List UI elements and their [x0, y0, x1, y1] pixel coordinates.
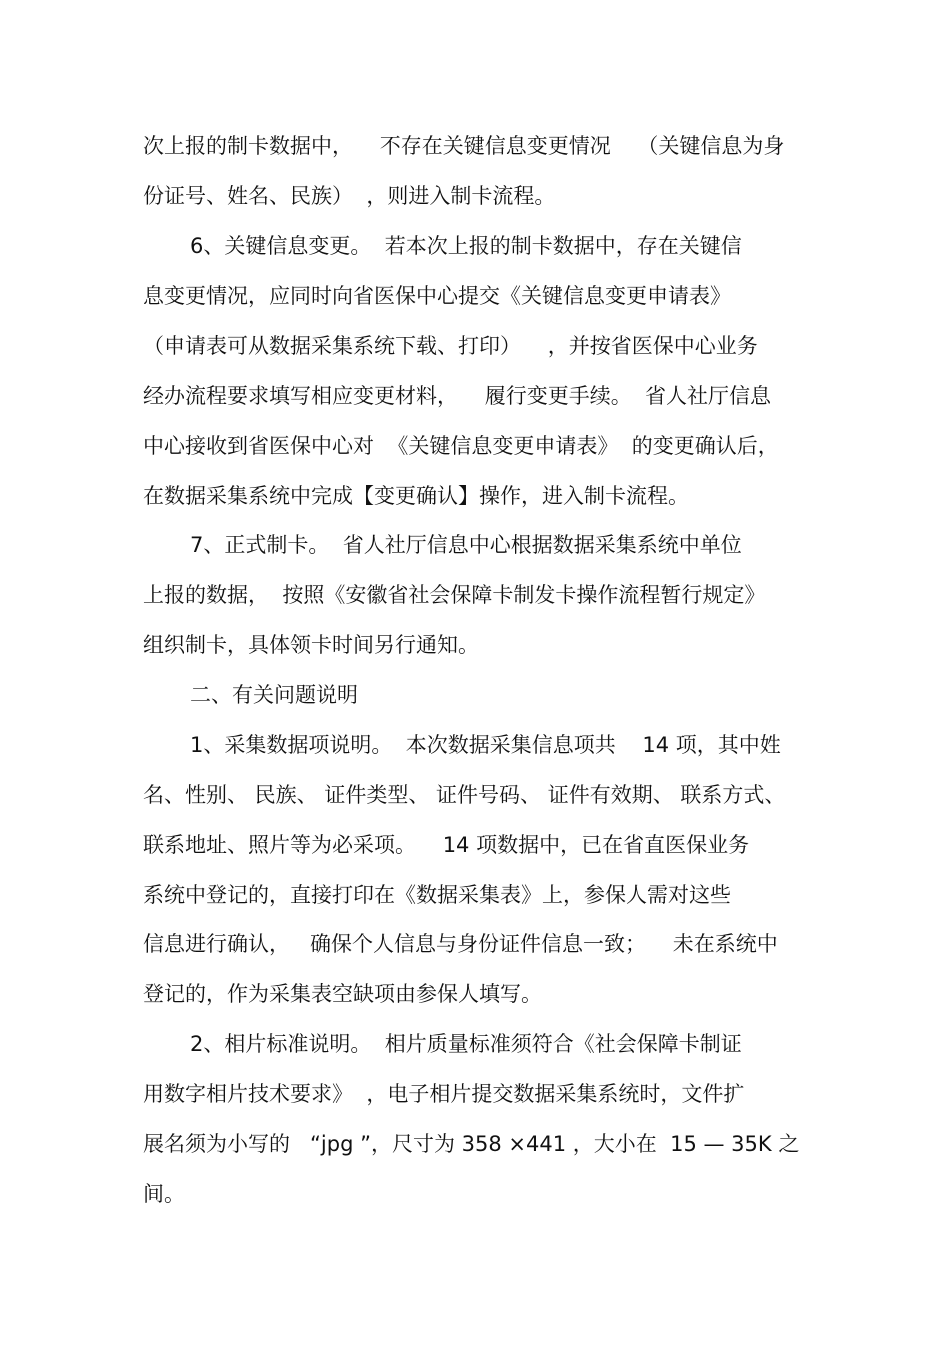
text-line: 7、正式制卡。 省人社厅信息中心根据数据采集系统中单位: [190, 533, 742, 557]
text-line: 经办流程要求填写相应变更材料， 履行变更手续。 省人社厅信息: [143, 384, 772, 408]
text-line: 上报的数据， 按照《安徽省社会保障卡制发卡操作流程暂行规定》: [143, 583, 766, 607]
text-line: 名、性别、 民族、 证件类型、 证件号码、 证件有效期、 联系方式、: [143, 783, 786, 807]
text-line: （申请表可从数据采集系统下载、打印） ，并按省医保中心业务: [143, 334, 758, 358]
text-line: 2、相片标准说明。 相片质量标准须符合《社会保障卡制证: [190, 1032, 742, 1056]
text-line: 间。: [143, 1182, 185, 1206]
text-line: 登记的，作为采集表空缺项由参保人填写。: [143, 982, 542, 1006]
text-line: 息变更情况，应同时向省医保中心提交《关键信息变更申请表》: [143, 284, 731, 308]
text-line: 信息进行确认， 确保个人信息与身份证件信息一致； 未在系统中: [143, 932, 778, 956]
text-line: 在数据采集系统中完成【变更确认】操作，进入制卡流程。: [143, 484, 689, 508]
text-line: 组织制卡，具体领卡时间另行通知。: [143, 633, 479, 657]
text-line: 联系地址、照片等为必采项。 14 项数据中，已在省直医保业务: [143, 833, 750, 857]
text-line: 次上报的制卡数据中， 不存在关键信息变更情况 （关键信息为身: [143, 134, 785, 158]
text-line: 展名须为小写的 “jpg ”，尺寸为 358 ×441 ，大小在 15 — 35K 之: [143, 1132, 800, 1156]
text-line: 中心接收到省医保中心对 《关键信息变更申请表》 的变更确认后，: [143, 434, 779, 458]
text-line: 6、关键信息变更。 若本次上报的制卡数据中，存在关键信: [190, 234, 742, 258]
text-line: 用数字相片技术要求》 ，电子相片提交数据采集系统时，文件扩: [143, 1082, 745, 1106]
text-line: 系统中登记的，直接打印在《数据采集表》上，参保人需对这些: [143, 883, 731, 907]
text-line: 1、采集数据项说明。 本次数据采集信息项共 14 项，其中姓: [190, 733, 781, 757]
section-heading: 二、有关问题说明: [190, 683, 358, 707]
text-line: 份证号、姓名、民族） ，则进入制卡流程。: [143, 184, 556, 208]
